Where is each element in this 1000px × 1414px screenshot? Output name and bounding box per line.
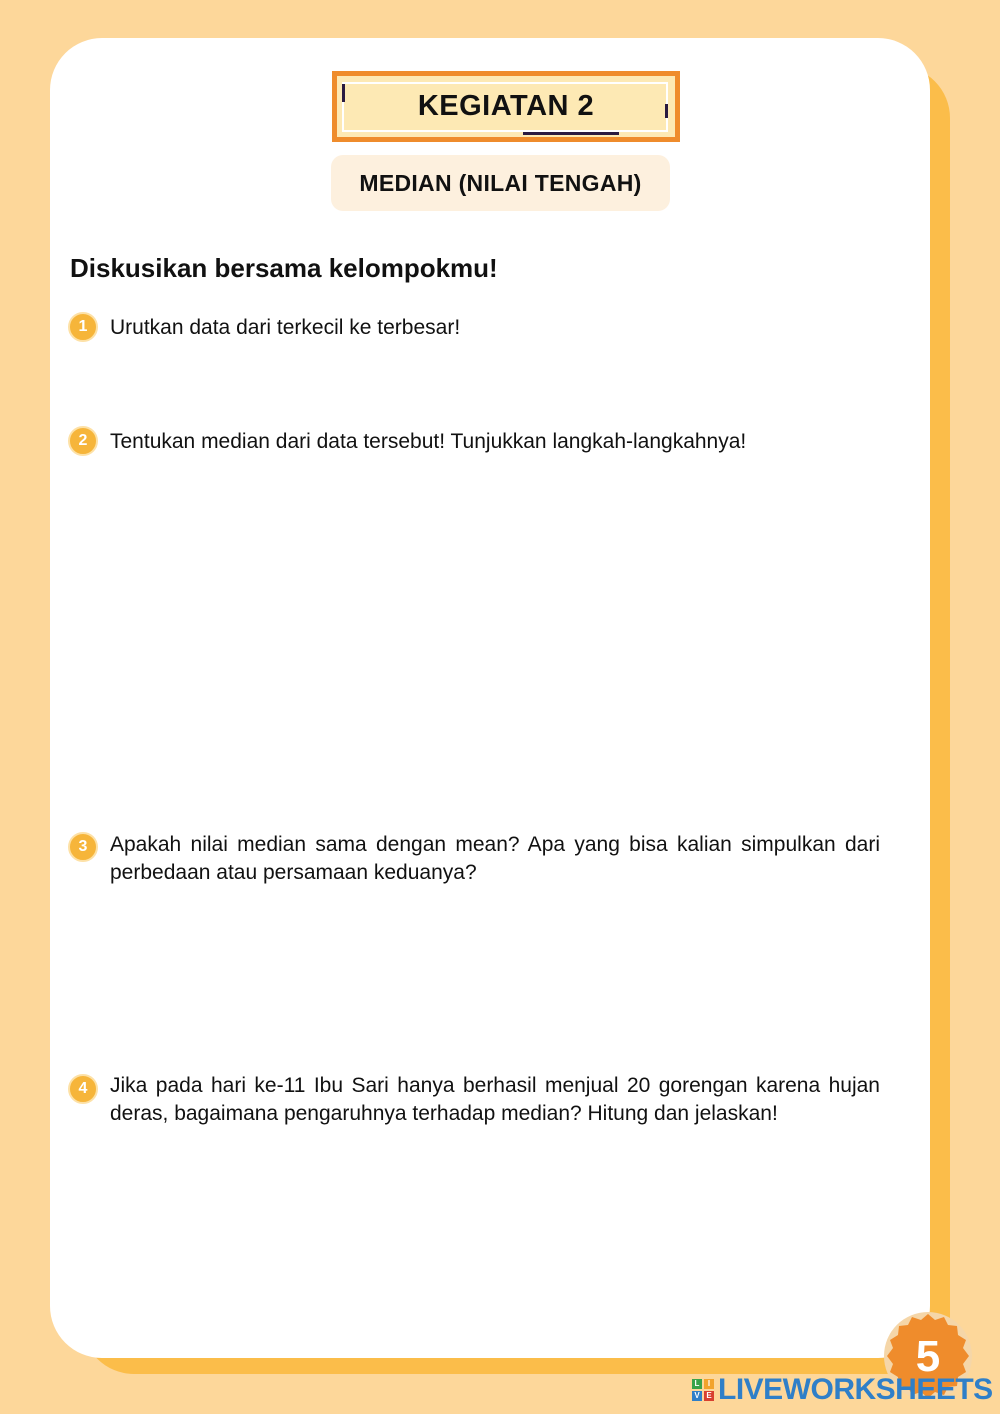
logo-letter: V	[692, 1391, 702, 1401]
title-decoration-mark	[342, 84, 345, 102]
question-number-badge: 3	[68, 832, 98, 862]
question-4-text: Jika pada hari ke-11 Ibu Sari hanya berhasil menjual 20 gorengan karena hujan deras, bagaimana pengaruhnya terhadap median? Hitung dan jelaskan!	[110, 1074, 880, 1125]
instruction-heading: Diskusikan bersama kelompokmu!	[70, 253, 498, 283]
question-2-text: Tentukan median dari data tersebut! Tunjukkan langkah-langkahnya!	[110, 430, 747, 453]
worksheet-page	[50, 38, 930, 1358]
logo-letter: E	[704, 1391, 714, 1401]
question-1-text: Urutkan data dari terkecil ke terbesar!	[110, 316, 461, 339]
question-3-text: Apakah nilai median sama dengan mean? Apa yang bisa kalian simpulkan dari perbedaan atau persamaan keduanya?	[110, 833, 880, 884]
activity-title-box	[332, 71, 680, 142]
liveworksheets-logo-icon	[692, 1379, 714, 1401]
title-decoration-mark	[665, 104, 668, 118]
brand-name: LIVEWORKSHEETS	[718, 1373, 993, 1406]
question-number-badge: 4	[68, 1074, 98, 1104]
logo-letter: I	[704, 1379, 714, 1389]
activity-title: KEGIATAN 2	[417, 90, 595, 122]
page-number: 5	[915, 1332, 941, 1381]
title-decoration-mark	[523, 132, 619, 135]
question-number-badge: 1	[68, 312, 98, 342]
liveworksheets-brand	[692, 1372, 993, 1408]
activity-subtitle: MEDIAN (NILAI TENGAH)	[331, 155, 670, 211]
logo-letter: L	[692, 1379, 702, 1389]
question-number-badge: 2	[68, 426, 98, 456]
